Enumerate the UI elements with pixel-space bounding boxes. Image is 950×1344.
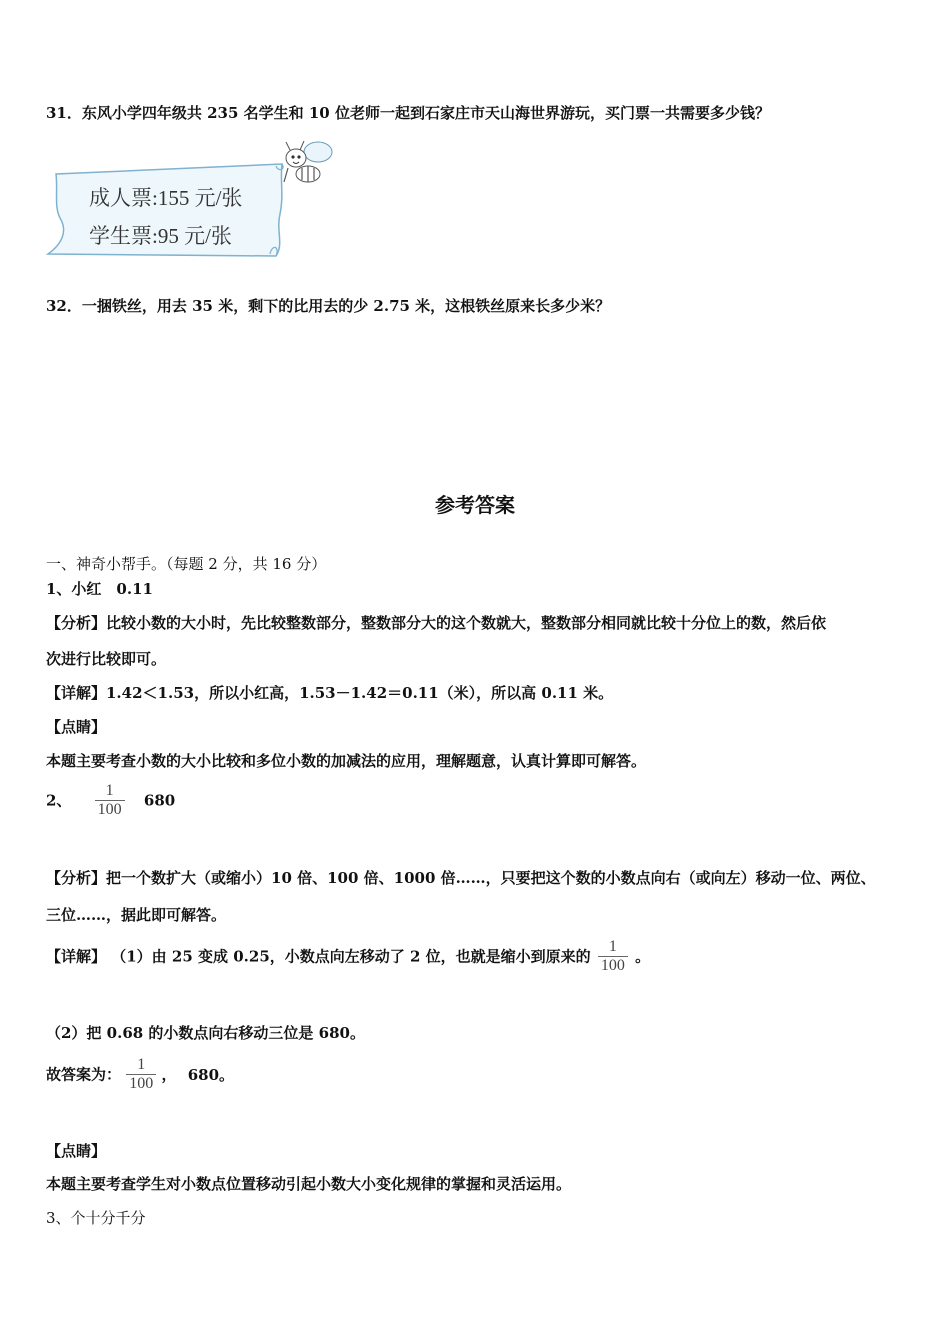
fraction-one-hundredth [598, 938, 628, 975]
fraction-numerator: 1 [137, 1056, 146, 1073]
answer-1-head: 1、小红 0.11 [46, 580, 153, 598]
answer-1-point-label: 【点睛】 [46, 718, 107, 736]
ticket-student-price: 学生票:95 元/张 [89, 224, 232, 248]
answer-2-prefix: 2、 [46, 791, 72, 810]
answer-2-point-label: 【点睛】 [46, 1142, 107, 1160]
answer-2-detail-2: （2）把 0.68 的小数点向右移动三位是 680。 [46, 1024, 365, 1042]
answer-2-conclusion-value: 680。 [187, 1065, 235, 1084]
answer-2-conclusion [46, 1056, 234, 1093]
answer-1-point: 本题主要考查小数的大小比较和多位小数的加减法的应用，理解题意，认真计算即可解答。 [46, 752, 647, 770]
answer-2-head [46, 782, 175, 819]
fraction-denominator: 100 [126, 1074, 156, 1093]
answer-2-detail-end: 。 [635, 947, 651, 966]
answer-1-analysis-line1: 【分析】比较小数的大小时，先比较整数部分，整数部分大的这个数就大，整数部分相同就比较十分位上的数，然后依 [46, 614, 827, 632]
fraction-numerator: 1 [608, 938, 617, 955]
answer-2-analysis-line2: 三位……，据此即可解答。 [46, 906, 227, 924]
answer-2-conclusion-sep: ， [161, 1065, 177, 1084]
answer-1-detail: 【详解】1.42＜1.53，所以小红高，1.53－1.42＝0.11（米），所以高 0.11 米。 [46, 684, 614, 702]
answer-3-head: 3、个十分千分 [46, 1209, 146, 1227]
answer-2-detail-1 [46, 938, 650, 975]
answer-2-analysis-line1: 【分析】把一个数扩大（或缩小）10 倍、100 倍、1000 倍……，只要把这个数的小数点向右（或向左）移动一位、两位、 [46, 869, 876, 887]
ticket-price-sign [44, 136, 344, 261]
fraction-denominator: 100 [598, 956, 628, 975]
answer-2-detail-label: 【详解】 [46, 947, 107, 966]
answer-2-detail-text: （1）由 25 变成 0.25，小数点向左移动了 2 位，也就是缩小到原来的 [111, 947, 591, 966]
fraction-one-hundredth [126, 1056, 156, 1093]
bee-icon [284, 141, 332, 182]
answer-2-value: 680 [143, 791, 176, 810]
answer-key-title: 参考答案 [435, 493, 515, 517]
question-32: 32．一捆铁丝，用去 35 米，剩下的比用去的少 2.75 米，这根铁丝原来长多少米？ [46, 297, 611, 315]
fraction-numerator: 1 [105, 782, 114, 799]
section-1-heading: 一、神奇小帮手。（每题 2 分，共 16 分） [46, 555, 327, 573]
fraction-one-hundredth [95, 782, 125, 819]
ticket-adult-price: 成人票:155 元/张 [89, 186, 243, 210]
answer-2-point: 本题主要考查学生对小数点位置移动引起小数大小变化规律的掌握和灵活运用。 [46, 1175, 572, 1193]
answer-2-conclusion-prefix: 故答案为： [46, 1065, 122, 1084]
fraction-denominator: 100 [95, 800, 125, 819]
question-31: 31．东风小学四年级共 235 名学生和 10 位老师一起到石家庄市天山海世界游玩，买门票一共需要多少钱？ [46, 104, 770, 122]
answer-1-analysis-line2: 次进行比较即可。 [46, 650, 167, 668]
